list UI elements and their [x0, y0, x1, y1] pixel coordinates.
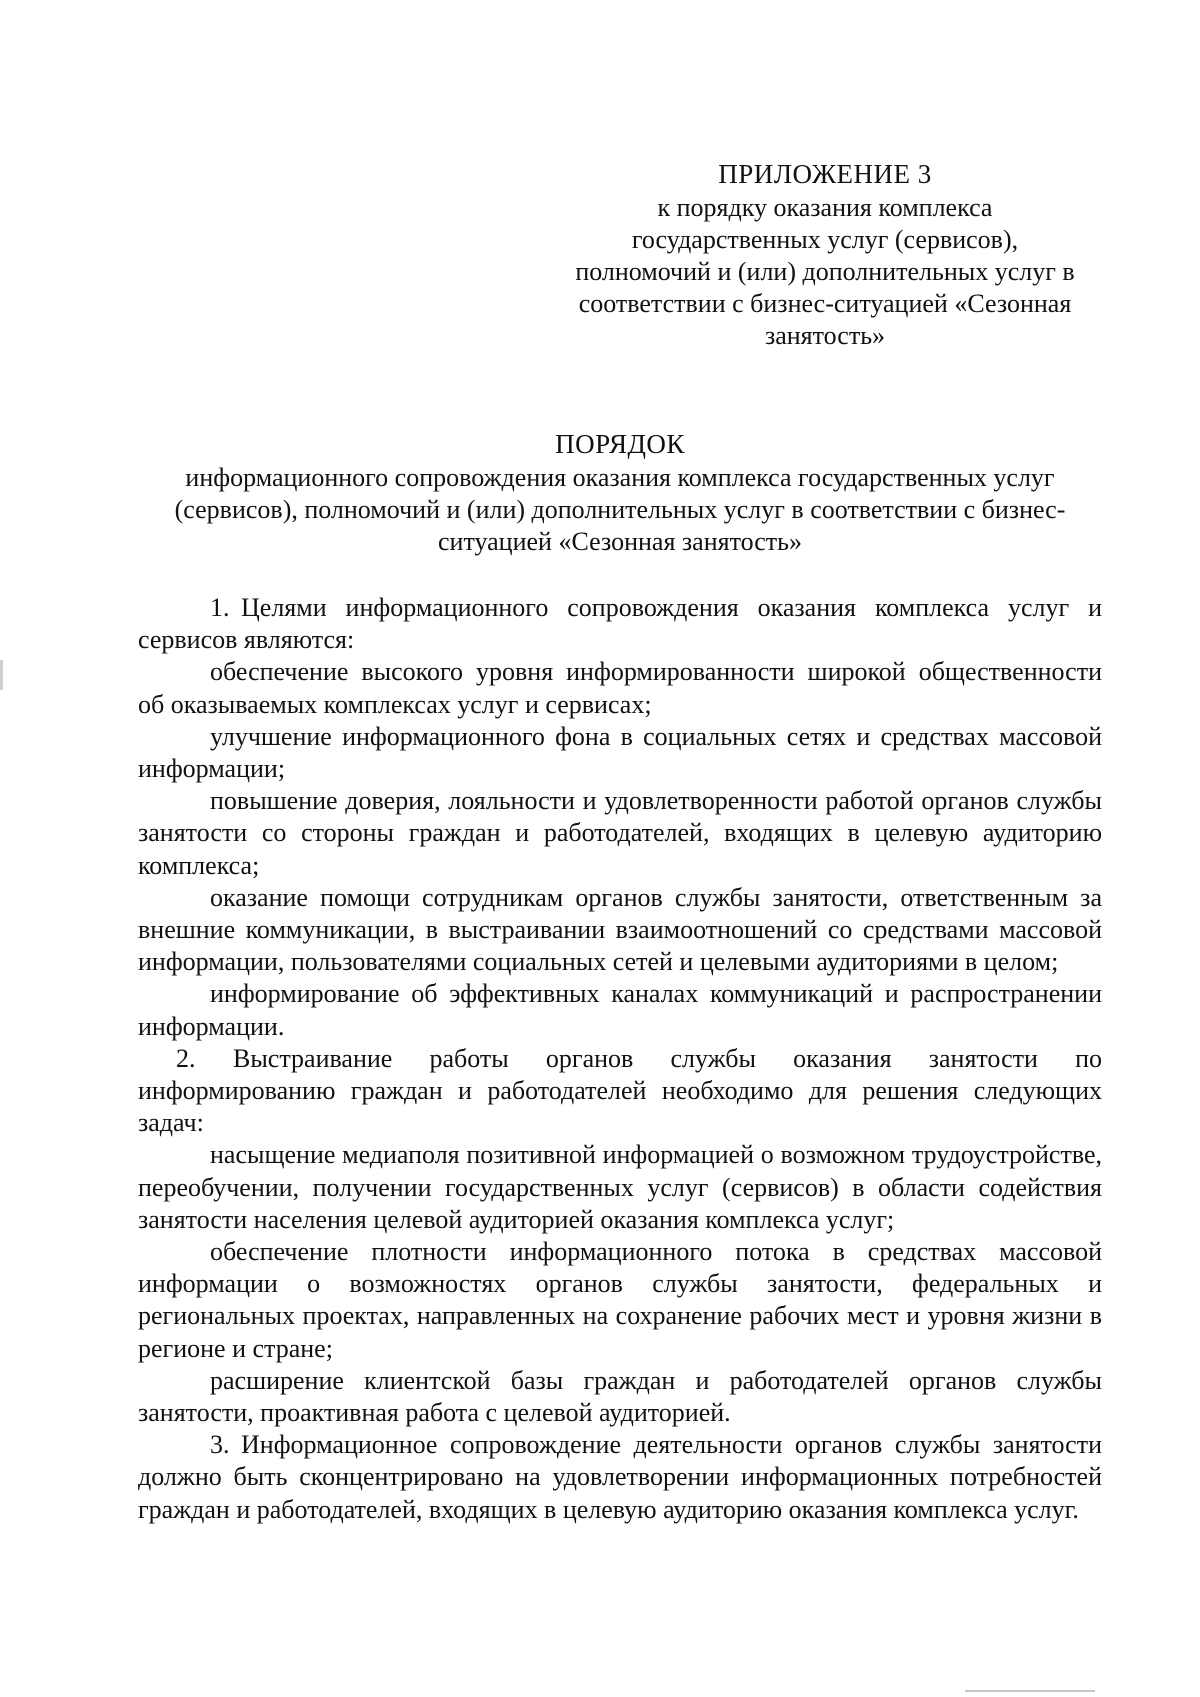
paragraph	[138, 882, 1102, 979]
paragraph	[138, 1236, 1102, 1365]
paragraph	[138, 1139, 1102, 1236]
paragraph	[138, 785, 1102, 882]
paragraph-text: повышение доверия, лояльности и удовлетворенности работой органов службы занятости со стороны граждан и работодателей, входящих в целевую аудиторию комплекса;	[138, 786, 1102, 880]
paragraph	[138, 721, 1102, 785]
paragraph-text: оказание помощи сотрудникам органов службы занятости, ответственным за внешние коммуникации, в выстраивании взаимоотношений со средствами массовой информации, пользователями социальных сетей и целевыми аудиториями в целом;	[138, 882, 1102, 977]
paragraph-text: насыщение медиаполя позитивной информацией о возможном трудоустройстве, переобучении, получении государственных услуг (сервисов) в области содействия занятости населения целевой аудиторией оказания комплекса услуг;	[138, 1140, 1102, 1234]
paragraph	[138, 1365, 1102, 1429]
document-heading	[140, 428, 1100, 558]
document-title: ПОРЯДОК	[555, 429, 685, 459]
paragraph-text: улучшение информационного фона в социальных сетях и средствах массовой информации;	[138, 721, 1102, 784]
paragraph-text: расширение клиентской базы граждан и работодателей органов службы занятости, проактивная работа с целевой аудиторией.	[138, 1365, 1102, 1428]
scan-edge-mark	[965, 1690, 1095, 1692]
paragraph-number: 2.	[176, 1043, 196, 1073]
appendix-subtitle: к порядку оказания комплекса государственных услуг (сервисов), полномочий и (или) дополнительных услуг в соответствии с бизнес-ситуацией «Сезонная занятость»	[575, 193, 1075, 350]
paragraph-number: 3.	[210, 1430, 230, 1460]
paragraph	[138, 1429, 1102, 1526]
document-body	[138, 592, 1102, 1526]
paragraph	[138, 1043, 1102, 1140]
paragraph-text: Информационное сопровождение деятельности органов службы занятости должно быть сконцентрировано на удовлетворении информационных потребностей граждан и работодателей, входящих в целевую аудиторию оказания комплекса услуг.	[138, 1430, 1102, 1524]
paragraph	[138, 656, 1102, 720]
document-subtitle: информационного сопровождения оказания комплекса государственных услуг (сервисов), полномочий и (или) дополнительных услуг в соответствии с бизнес-ситуацией «Сезонная занятость»	[174, 463, 1066, 556]
scan-edge-mark	[0, 660, 3, 690]
paragraph	[138, 592, 1102, 656]
paragraph	[138, 978, 1102, 1042]
paragraph-text: обеспечение плотности информационного потока в средствах массовой информации о возможностях органов службы занятости, федеральных и региональных проектах, направленных на сохранение рабочих мест и уровня жизни в регионе и стране;	[138, 1237, 1102, 1363]
paragraph-number: 1.	[210, 593, 230, 622]
paragraph-text: Целями информационного сопровождения оказания комплекса услуг и сервисов являются:	[138, 593, 1102, 655]
appendix-title: ПРИЛОЖЕНИЕ 3	[718, 159, 932, 189]
paragraph-text: обеспечение высокого уровня информированности широкой общественности об оказываемых комплексах услуг и сервисах;	[138, 657, 1102, 719]
paragraph-text: информирование об эффективных каналах коммуникаций и распространении информации.	[138, 979, 1102, 1041]
paragraph-text: Выстраивание работы органов службы оказания занятости по информированию граждан и работодателей необходимо для решения следующих задач:	[138, 1043, 1102, 1138]
appendix-header	[575, 158, 1075, 352]
